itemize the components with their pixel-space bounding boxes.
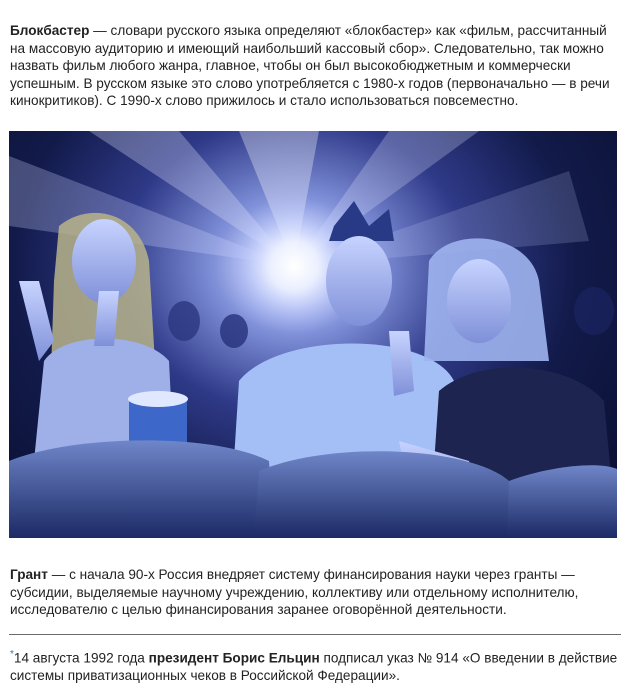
grant-term: Грант xyxy=(10,567,48,582)
footnote-marker: * xyxy=(10,649,14,660)
footnote xyxy=(10,646,622,685)
footnote-president: президент Борис Ельцин xyxy=(148,650,320,666)
footnote-decree: подписал указ № 914 «О введении в действие системы приватизационных чеков в Российской Федерации». xyxy=(10,650,618,684)
cinema-audience-photo xyxy=(9,131,617,538)
grant-definition: — с начала 90-х Россия внедряет систему финансирования науки через гранты — субсидии, выделяемые научному учреждению, коллективу или отдельному исполнителю, исследователю с целью финансирования заранее оговорённой деятельности. xyxy=(10,567,579,617)
blockbuster-paragraph xyxy=(10,22,622,110)
grant-paragraph xyxy=(10,566,622,619)
footnote-date: 14 августа 1992 года xyxy=(13,650,149,666)
blockbuster-term: Блокбастер xyxy=(10,23,90,38)
blockbuster-definition: — словари русского языка определяют «блокбастер» как «фильм, рассчитанный на массовую аудиторию и имеющий наибольший кассовый сбор». Следовательно, так можно назвать фильм любого жанра, главное, чтобы он был высокобюджетным и коммерчески успешным. В русском языке это слово употребляется с 1980-х годов (первоначально — в речи кинокритиков). С 1990-х слово прижилось и стало использоваться повсеместно. xyxy=(10,23,610,108)
footnote-divider xyxy=(9,634,621,635)
